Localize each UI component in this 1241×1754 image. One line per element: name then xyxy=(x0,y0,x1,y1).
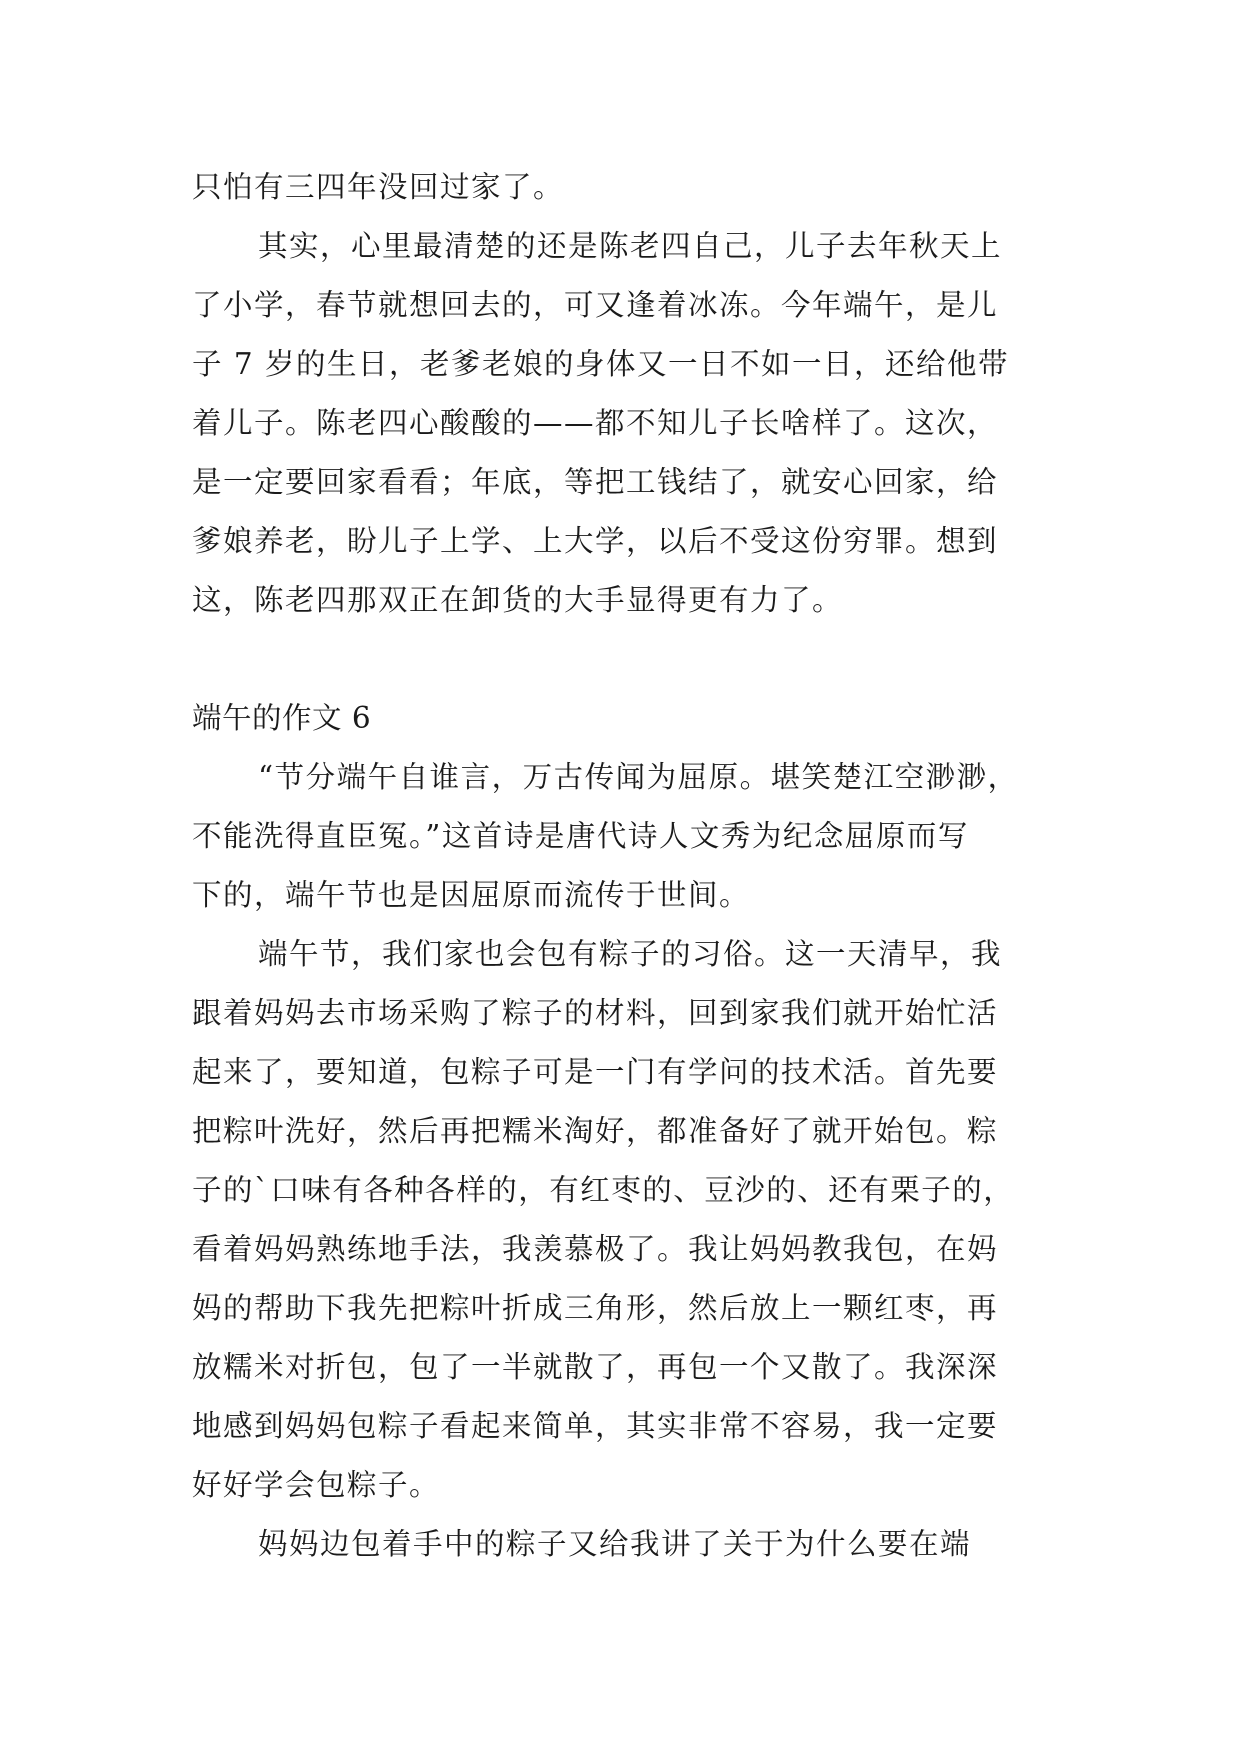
paragraph-line: 看着妈妈熟练地手法，我羡慕极了。我让妈妈教我包，在妈 xyxy=(192,1232,999,1266)
paragraph-line: 是一定要回家看看；年底，等把工钱结了，就安心回家，给 xyxy=(192,465,999,499)
paragraph-line: 把粽叶洗好，然后再把糯米淘好，都准备好了就开始包。粽 xyxy=(192,1114,999,1148)
paragraph-line: 这，陈老四那双正在卸货的大手显得更有力了。 xyxy=(192,583,844,617)
section-gap xyxy=(192,630,1052,689)
paragraph-line: 子 7 岁的生日，老爹老娘的身体又一日不如一日，还给他带 xyxy=(192,347,1010,381)
paragraph-line: 端午节，我们家也会包有粽子的习俗。这一天清早，我 xyxy=(258,937,1003,971)
paragraph-line: 其实，心里最清楚的还是陈老四自己，儿子去年秋天上 xyxy=(258,229,1003,263)
paragraph-line: 放糯米对折包，包了一半就散了，再包一个又散了。我深深 xyxy=(192,1350,999,1384)
paragraph-line: 子的`口味有各种各样的，有红枣的、豆沙的、还有栗子的， xyxy=(192,1173,1015,1207)
continuation-line: 只怕有三四年没回过家了。 xyxy=(192,170,565,204)
poem-line: “节分端午自谁言，万古传闻为屈原。堪笑楚江空渺渺， xyxy=(258,760,1019,794)
paragraph-line: 跟着妈妈去市场采购了粽子的材料，回到家我们就开始忙活 xyxy=(192,996,999,1030)
section-heading: 端午的作文 6 xyxy=(192,701,372,735)
paragraph-line: 着儿子。陈老四心酸酸的——都不知儿子长啥样了。这次， xyxy=(192,406,999,440)
paragraph-line: 下的，端午节也是因屈原而流传于世间。 xyxy=(192,878,751,912)
document-body xyxy=(192,158,1052,1574)
paragraph-line: 好好学会包粽子。 xyxy=(192,1468,441,1502)
paragraph-line: 妈妈边包着手中的粽子又给我讲了关于为什么要在端 xyxy=(258,1527,972,1561)
paragraph-line: 妈的帮助下我先把粽叶折成三角形，然后放上一颗红枣，再 xyxy=(192,1291,999,1325)
paragraph-line: 地感到妈妈包粽子看起来简单，其实非常不容易，我一定要 xyxy=(192,1409,999,1443)
paragraph-line: 起来了，要知道，包粽子可是一门有学问的技术活。首先要 xyxy=(192,1055,999,1089)
paragraph-line: 了小学，春节就想回去的，可又逢着冰冻。今年端午，是儿 xyxy=(192,288,999,322)
paragraph-line: 不能洗得直臣冤。”这首诗是唐代诗人文秀为纪念屈原而写 xyxy=(192,819,969,853)
paragraph-line: 爹娘养老，盼儿子上学、上大学，以后不受这份穷罪。想到 xyxy=(192,524,999,558)
